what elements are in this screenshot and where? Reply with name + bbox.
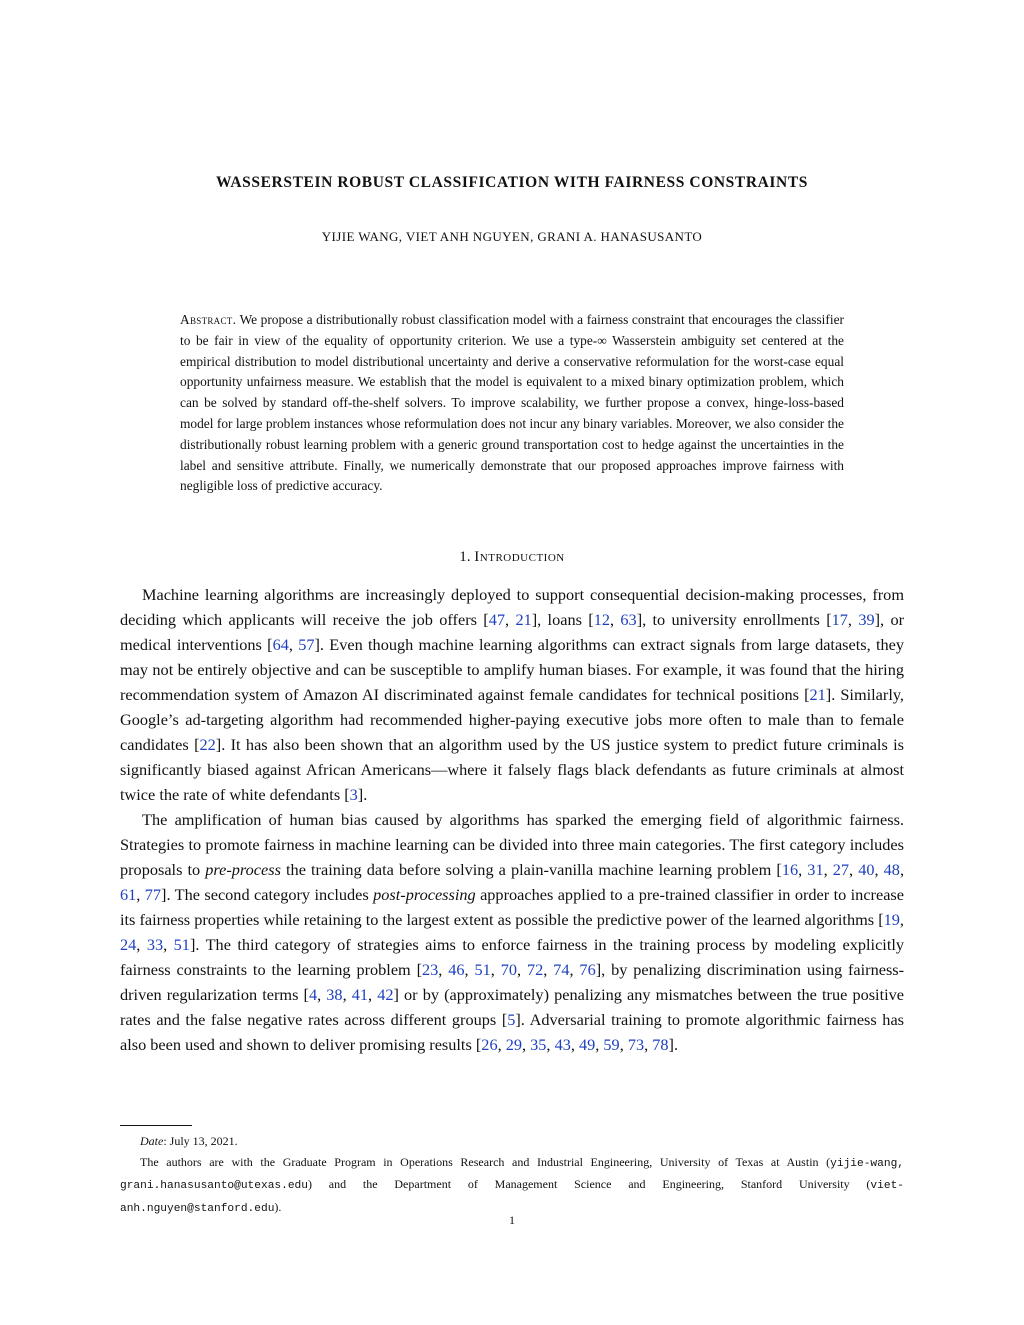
- citation-link[interactable]: 21: [809, 685, 826, 704]
- citation-link[interactable]: 35: [530, 1035, 547, 1054]
- footnote-affiliation: [120, 1152, 904, 1220]
- citation-link[interactable]: 51: [474, 960, 491, 979]
- citation-link[interactable]: 63: [620, 610, 637, 629]
- section-number: 1.: [459, 549, 471, 565]
- author-email[interactable]: yijie-wang, grani.hanasusanto@utexas.edu: [120, 1157, 904, 1193]
- paragraph-1: Machine learning algorithms are increasingly deployed to support consequential decision-making processes, from deciding which applicants will receive the job offers [47, 21], loans [12, 63], to university enrollments [17, 39], or medical interventions [64, 57]. Even though machine learning algorithms can extract signals from large datasets, they may not be entirely objective and can be susceptible to amplify human biases. For example, it was found that the hiring recommendation system of Amazon AI discriminated against female candidates for technical positions [21]. Similarly, Google’s ad-targeting algorithm had recommended higher-paying executive jobs more often to male than to female candidates [22]. It has also been shown that an algorithm used by the US justice system to predict future criminals is significantly biased against African Americans—where it falsely flags black defendants as future criminals at almost twice the rate of white defendants [3].: [120, 585, 905, 804]
- citation-link[interactable]: 40: [858, 860, 875, 879]
- citation-link[interactable]: 73: [627, 1035, 645, 1054]
- citation-link[interactable]: 4: [308, 985, 318, 1004]
- introduction-body: [120, 582, 904, 1057]
- text-run: The authors are with the Graduate Program in Operations Research and Industrial Engineering, University of Texas at Austin (: [140, 1154, 831, 1169]
- text-run: ) and the Department of Management Science and Engineering, Stanford University (: [307, 1177, 871, 1192]
- citation-link[interactable]: 70: [500, 960, 517, 979]
- text-run: ].: [357, 785, 368, 804]
- emphasis: post-processing: [373, 885, 476, 904]
- text-run: ]. Adversarial training to promote algorithmic fairness has also been used and shown to deliver promising results [: [120, 1010, 905, 1054]
- author-list: YIJIE WANG, VIET ANH NGUYEN, GRANI A. HANASUSANTO: [321, 229, 703, 244]
- citation-link[interactable]: 21: [515, 610, 532, 629]
- citation-link[interactable]: 51: [173, 935, 190, 954]
- abstract: [180, 310, 844, 497]
- abstract-text: We propose a distributionally robust classification model with a fairness constraint that encourages the classifier to be fair in view of the equality of opportunity criterion. We use a type-∞ Wasserstein ambiguity set centered at the empirical distribution to model distributional uncertainty and derive a conservative reformulation for the worst-case equal opportunity unfairness measure. We establish that the model is equivalent to a mixed binary optimization problem, which can be solved by standard off-the-shelf solvers. To improve scalability, we further propose a convex, hinge-loss-based model for large problem instances whose reformulation does not incur any binary variables. Moreover, we also consider the distributionally robust learning problem with a generic ground transportation cost to hedge against the uncertainties in the label and sensitive attribute. Finally, we numerically demonstrate that our proposed approaches improve fairness with negligible loss of predictive accuracy.: [180, 312, 844, 494]
- citation-link[interactable]: 49: [578, 1035, 596, 1054]
- citation-link[interactable]: 12: [593, 610, 610, 629]
- citation-link[interactable]: 76: [579, 960, 596, 979]
- footnote-date: [120, 1131, 904, 1152]
- text-run: ]. The second category includes: [161, 885, 374, 904]
- section-title: Introduction: [474, 549, 565, 565]
- citation-link[interactable]: 42: [377, 985, 394, 1004]
- author-email[interactable]: viet-anh.nguyen@stanford.edu: [120, 1180, 904, 1215]
- citation-link[interactable]: 77: [144, 885, 162, 904]
- abstract-label: Abstract.: [180, 312, 237, 327]
- citation-link[interactable]: 24: [120, 935, 137, 954]
- citation-link[interactable]: 47: [488, 610, 506, 629]
- citation-link[interactable]: 27: [832, 860, 850, 879]
- text-run: ], or medical interventions [: [120, 610, 905, 654]
- text-run: ]. Even though machine learning algorithms can extract signals from large datasets, they may not be entirely objective and can be susceptible to amplify human biases. For example, it was found that the hiring recommendation system of Amazon AI discriminated against female candidates for technical positions [: [120, 635, 905, 704]
- citation-link[interactable]: 16: [781, 860, 799, 879]
- emphasis: pre-process: [205, 860, 281, 879]
- citation-link[interactable]: 78: [652, 1035, 669, 1054]
- citation-link[interactable]: 72: [526, 960, 544, 979]
- text-run: Machine learning algorithms are increasingly deployed to support consequential decision-making processes, from deciding which applicants will receive the job offers [: [120, 585, 904, 629]
- citation-link[interactable]: 19: [883, 910, 900, 929]
- text-run: approaches applied to a pre-trained classifier in order to increase its fairness properties while retaining to the largest extent as possible the predictive power of the learned algorithms [: [120, 885, 904, 929]
- citation-link[interactable]: 59: [603, 1035, 620, 1054]
- citation-link[interactable]: 39: [858, 610, 875, 629]
- text-run: the training data before solving a plain-vanilla machine learning problem [: [280, 860, 782, 879]
- citation-link[interactable]: 48: [883, 860, 900, 879]
- citation-link[interactable]: 31: [807, 860, 824, 879]
- text-run: ).: [274, 1199, 282, 1214]
- text-run: ]. The third category of strategies aims to enforce fairness in the training process by modeling explicitly fairness constraints to the learning problem [: [120, 935, 905, 979]
- citation-link[interactable]: 29: [505, 1035, 522, 1054]
- citation-link[interactable]: 61: [120, 885, 137, 904]
- citation-link[interactable]: 23: [422, 960, 439, 979]
- section-heading-introduction: [120, 549, 904, 566]
- text-run: ], by penalizing discrimination using fairness-driven regularization terms [: [120, 960, 905, 1004]
- text-run: ], loans [: [531, 610, 594, 629]
- date-value: : July 13, 2021.: [163, 1134, 238, 1148]
- text-run: ]. It has also been shown that an algorithm used by the US justice system to predict future criminals is significantly biased against African Americans—where it falsely flags black defendants as future criminals at almost twice the rate of white defendants [: [120, 735, 905, 804]
- citation-link[interactable]: 74: [553, 960, 570, 979]
- paragraph-2: The amplification of human bias caused by algorithms has sparked the emerging field of algorithmic fairness. Strategies to promote fairness in machine learning can be divided into three main categories. The first category includes proposals to pre-process the training data before solving a plain-vanilla machine learning problem [16, 31, 27, 40, 48, 61, 77]. The second category includes post-processing approaches applied to a pre-trained classifier in order to increase its fairness properties while retaining to the largest extent as possible the predictive power of the learned algorithms [19, 24, 33, 51]. The third category of strategies aims to enforce fairness in the training process by modeling explicitly fairness constraints to the learning problem [23, 46, 51, 70, 72, 74, 76], by penalizing discrimination using fairness-driven regularization terms [4, 38, 41, 42] or by (approximately) penalizing any mismatches between the true positive rates and the false negative rates across different groups [5]. Adversarial training to promote algorithmic fairness has also been used and shown to deliver promising results [26, 29, 35, 43, 49, 59, 73, 78].: [120, 810, 905, 1054]
- citation-link[interactable]: 3: [349, 785, 358, 804]
- page-number: 1: [509, 1213, 515, 1227]
- text-run: ].: [668, 1035, 679, 1054]
- citation-link[interactable]: 33: [146, 935, 164, 954]
- citation-link[interactable]: 38: [326, 985, 343, 1004]
- citation-link[interactable]: 41: [351, 985, 369, 1004]
- citation-link[interactable]: 57: [298, 635, 315, 654]
- citation-link[interactable]: 46: [448, 960, 465, 979]
- citation-link[interactable]: 17: [831, 610, 848, 629]
- citation-link[interactable]: 22: [199, 735, 216, 754]
- footnote-divider: [120, 1125, 192, 1126]
- footnotes: [120, 1131, 904, 1219]
- citation-link[interactable]: 64: [272, 635, 289, 654]
- text-run: The amplification of human bias caused by algorithms has sparked the emerging field of algorithmic fairness. Strategies to promote fairness in machine learning can be divided into three main categories. The first category includes proposals to: [120, 810, 904, 879]
- citation-link[interactable]: 43: [554, 1035, 571, 1054]
- text-run: ] or by (approximately) penalizing any mismatches between the true positive rates and the false negative rates across different groups [: [120, 985, 904, 1029]
- text-run: ]. Similarly, Google’s ad-targeting algorithm had recommended higher-paying executive jobs more often to male than to female candidates [: [120, 685, 904, 754]
- text-run: ], to university enrollments [: [636, 610, 832, 629]
- citation-link[interactable]: 5: [507, 1010, 516, 1029]
- paper-title: WASSERSTEIN ROBUST CLASSIFICATION WITH FAIRNESS CONSTRAINTS: [216, 174, 808, 191]
- date-label: Date: [140, 1134, 164, 1148]
- citation-link[interactable]: 26: [481, 1035, 498, 1054]
